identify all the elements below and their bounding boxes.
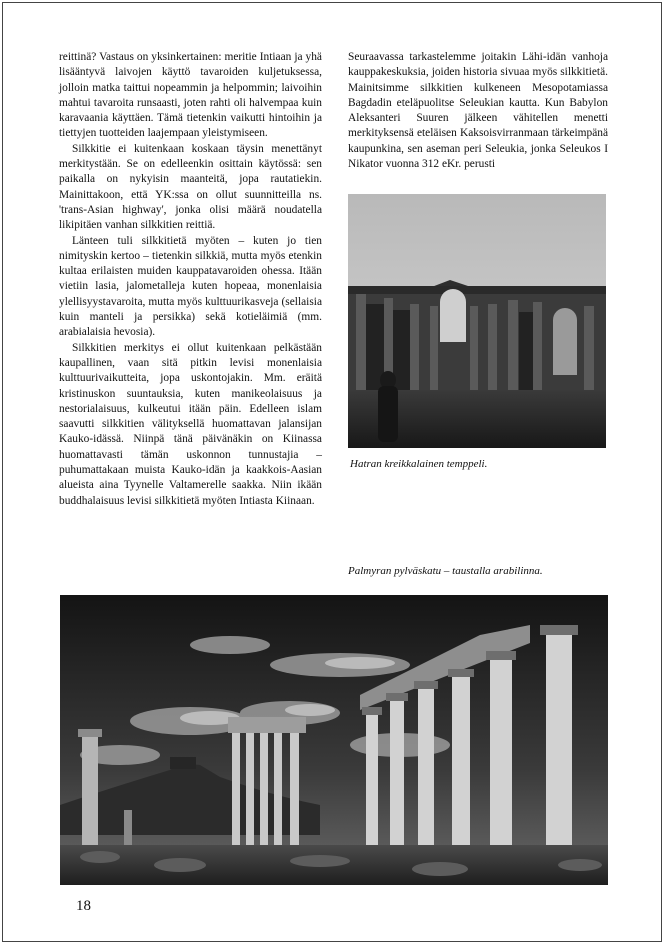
- paragraph: Silkkitie ei kuitenkaan koskaan täysin menettänyt merkitystään. Se on edelleenkin osittain käytössä: sen paikalla on nykyisin maanteitä, jopa rautatiekin. Mainittakoon, että YK:ssa on ollut suunnitteilla ns. 'trans-Asian highway', jonka olisi määrä noudatella likipitäen vanhan silkkitien reittiä.: [59, 142, 322, 232]
- right-text-column: [348, 50, 608, 172]
- page-number: 18: [76, 898, 91, 914]
- hatra-temple-photo: [348, 194, 606, 448]
- photo-caption: Hatran kreikkalainen temppeli.: [350, 458, 488, 470]
- paragraph: Silkkitien merkitys ei ollut kuitenkaan pelkästään kaupallinen, vaan sitä pitkin levisi monenlaisia kulttuurivaikutteita, jopa uskontojakin. Mm. eräitä kristinuskon suuntauksia, kuten manikeolaisuus ja nestorialaisuus, kulkeutui itään päin. Edelleen islam saavutti silkkitien välityksellä huomattavan jalansijan Kauko-idässä. Niinpä tänä päivänäkin on Kiinassa huomattavasti tämän uskonnon tunnustajia – puhumattakaan muista Kauko-idän ja kaakkois-Aasian alueista aina Tyynelle Valtamerelle saakka. Niin ikään buddhalaisuus levisi silkkitietä myöten Intiasta Kiinaan.: [59, 341, 322, 507]
- palmyra-colonnade-photo: [60, 595, 608, 885]
- paragraph: Länteen tuli silkkitietä myöten – kuten jo tien nimityskin kertoo – tietenkin silkkiä, mutta myös etenkin kultaa erilaisten muiden kauppatavaroiden ohessa. Itään vietiin lasia, jalometalleja kuten hopeaa, monenlaisia ylellisyystavaroita, mutta myös kulttuurikasveja (sellaisia kuin manteli ja persikka) sekä kotieläimiä (mm. arabialaisia hevosia).: [59, 234, 322, 339]
- paragraph: Seuraavassa tarkastelemme joitakin Lähi-idän vanhoja kauppakeskuksia, joiden historia sivuaa myös silkkitietä. Mainitsimme silkkitien kulkeneen Mesopotamiassa Bagdadin eteläpuolitse Seleukian kautta. Kun Babylon Aleksanteri Suuren jälkeen vähitellen menetti merkityksensä eteläisen Kaksoisvirranmaan tärkeimpänä kaupunkina, sen aseman peri Seleukia, jonka Seleukos I Nikator vuonna 312 eKr. perusti: [348, 51, 608, 171]
- photo-caption: Palmyran pylväskatu – taustalla arabilinna.: [348, 565, 543, 577]
- left-text-column: [59, 50, 322, 509]
- paragraph: reittinä? Vastaus on yksinkertainen: meritie Intiaan ja yhä lisääntyvä laivojen käyttö tavaroiden kuljetuksessa, jolloin matka taittui nopeammin ja helpommin; laivoihin mahtui tavaroita runsaasti, joten rahti oli halvempaa kuin karavaania käyttäen. Tämä tietenkin vaikutti hintoihin ja tiettyjen tuotteiden laajempaan yleistymiseen.: [59, 51, 322, 140]
